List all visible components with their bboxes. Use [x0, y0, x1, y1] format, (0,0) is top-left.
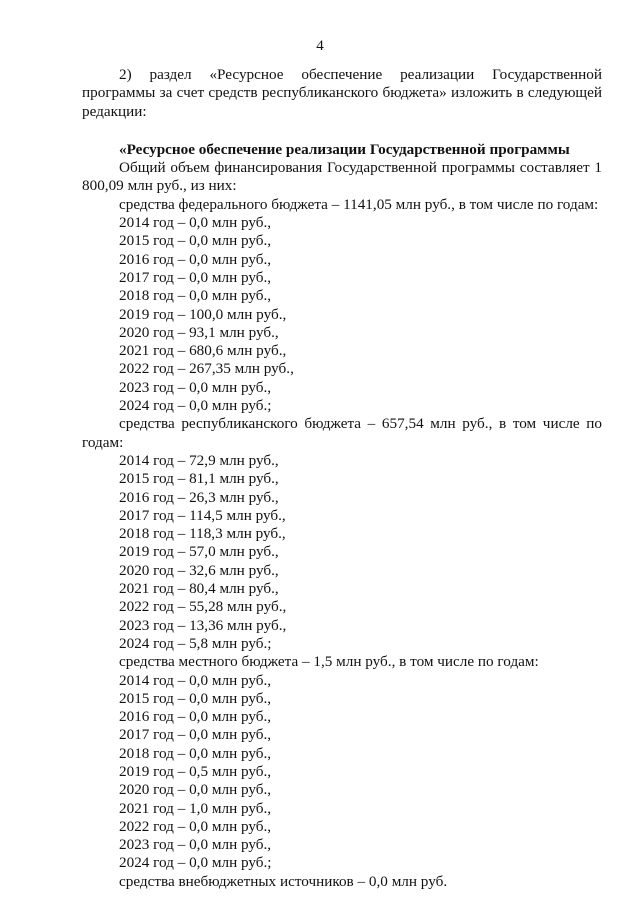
republic-year-line: 2020 год – 32,6 млн руб., — [119, 561, 279, 579]
federal-year-line: 2020 год – 93,1 млн руб., — [119, 323, 279, 341]
republic-budget-title: средства республиканского бюджета – 657,54 млн руб., в том числе по годам: — [82, 415, 602, 451]
republic-year-line: 2022 год – 55,28 млн руб., — [119, 598, 287, 616]
republic-year-line: 2016 год – 26,3 млн руб., — [119, 488, 279, 506]
section-heading: «Ресурсное обеспечение реализации Государственной программы — [119, 140, 570, 158]
local-year-line: 2016 год – 0,0 млн руб., — [119, 708, 272, 726]
republic-year-line: 2021 год – 80,4 млн руб., — [119, 580, 279, 598]
extrabudgetary-line: средства внебюджетных источников – 0,0 млн руб. — [119, 872, 448, 890]
federal-year-line: 2015 год – 0,0 млн руб., — [119, 232, 272, 250]
local-year-line: 2021 год – 1,0 млн руб., — [119, 799, 272, 817]
local-year-line: 2024 год – 0,0 млн руб.; — [119, 854, 272, 872]
republic-budget-years — [82, 452, 602, 653]
republic-year-line: 2015 год – 81,1 млн руб., — [119, 470, 279, 488]
federal-budget-years — [82, 214, 602, 415]
local-year-line: 2022 год – 0,0 млн руб., — [119, 817, 272, 835]
total-funding-paragraph: Общий объем финансирования Государственной программы составляет 1 800,09 млн руб., из них: — [82, 159, 602, 195]
federal-year-line: 2014 год – 0,0 млн руб., — [119, 214, 272, 232]
intro-paragraph: 2) раздел «Ресурсное обеспечение реализации Государственной программы за счет средств республиканского бюджета» изложить в следующей редакции: — [82, 66, 602, 120]
local-year-line: 2020 год – 0,0 млн руб., — [119, 781, 272, 799]
local-year-line: 2017 год – 0,0 млн руб., — [119, 726, 272, 744]
local-year-line: 2018 год – 0,0 млн руб., — [119, 744, 272, 762]
page-number: 4 — [316, 38, 324, 54]
federal-year-line: 2023 год – 0,0 млн руб., — [119, 378, 272, 396]
federal-year-line: 2022 год – 267,35 млн руб., — [119, 360, 294, 378]
republic-year-line: 2017 год – 114,5 млн руб., — [119, 506, 286, 524]
local-year-line: 2015 год – 0,0 млн руб., — [119, 689, 272, 707]
federal-year-line: 2018 год – 0,0 млн руб., — [119, 287, 272, 305]
republic-year-line: 2018 год – 118,3 млн руб., — [119, 525, 286, 543]
republic-year-line: 2024 год – 5,8 млн руб.; — [119, 634, 272, 652]
local-budget-years — [82, 672, 602, 873]
republic-year-line: 2023 год – 13,36 млн руб., — [119, 616, 287, 634]
federal-year-line: 2024 год – 0,0 млн руб.; — [119, 397, 272, 415]
republic-year-line: 2019 год – 57,0 млн руб., — [119, 543, 279, 561]
paragraph-gap — [82, 121, 602, 141]
federal-year-line: 2017 год – 0,0 млн руб., — [119, 268, 272, 286]
local-year-line: 2014 год – 0,0 млн руб., — [119, 671, 272, 689]
local-budget-title: средства местного бюджета – 1,5 млн руб., в том числе по годам: — [119, 653, 539, 671]
local-year-line: 2019 год – 0,5 млн руб., — [119, 762, 272, 780]
document-body — [82, 66, 602, 891]
local-year-line: 2023 год – 0,0 млн руб., — [119, 836, 272, 854]
federal-year-line: 2021 год – 680,6 млн руб., — [119, 342, 287, 360]
federal-budget-title: средства федерального бюджета – 1141,05 млн руб., в том числе по годам: — [119, 195, 599, 213]
federal-year-line: 2019 год – 100,0 млн руб., — [119, 305, 287, 323]
republic-year-line: 2014 год – 72,9 млн руб., — [119, 451, 279, 469]
federal-year-line: 2016 год – 0,0 млн руб., — [119, 250, 272, 268]
